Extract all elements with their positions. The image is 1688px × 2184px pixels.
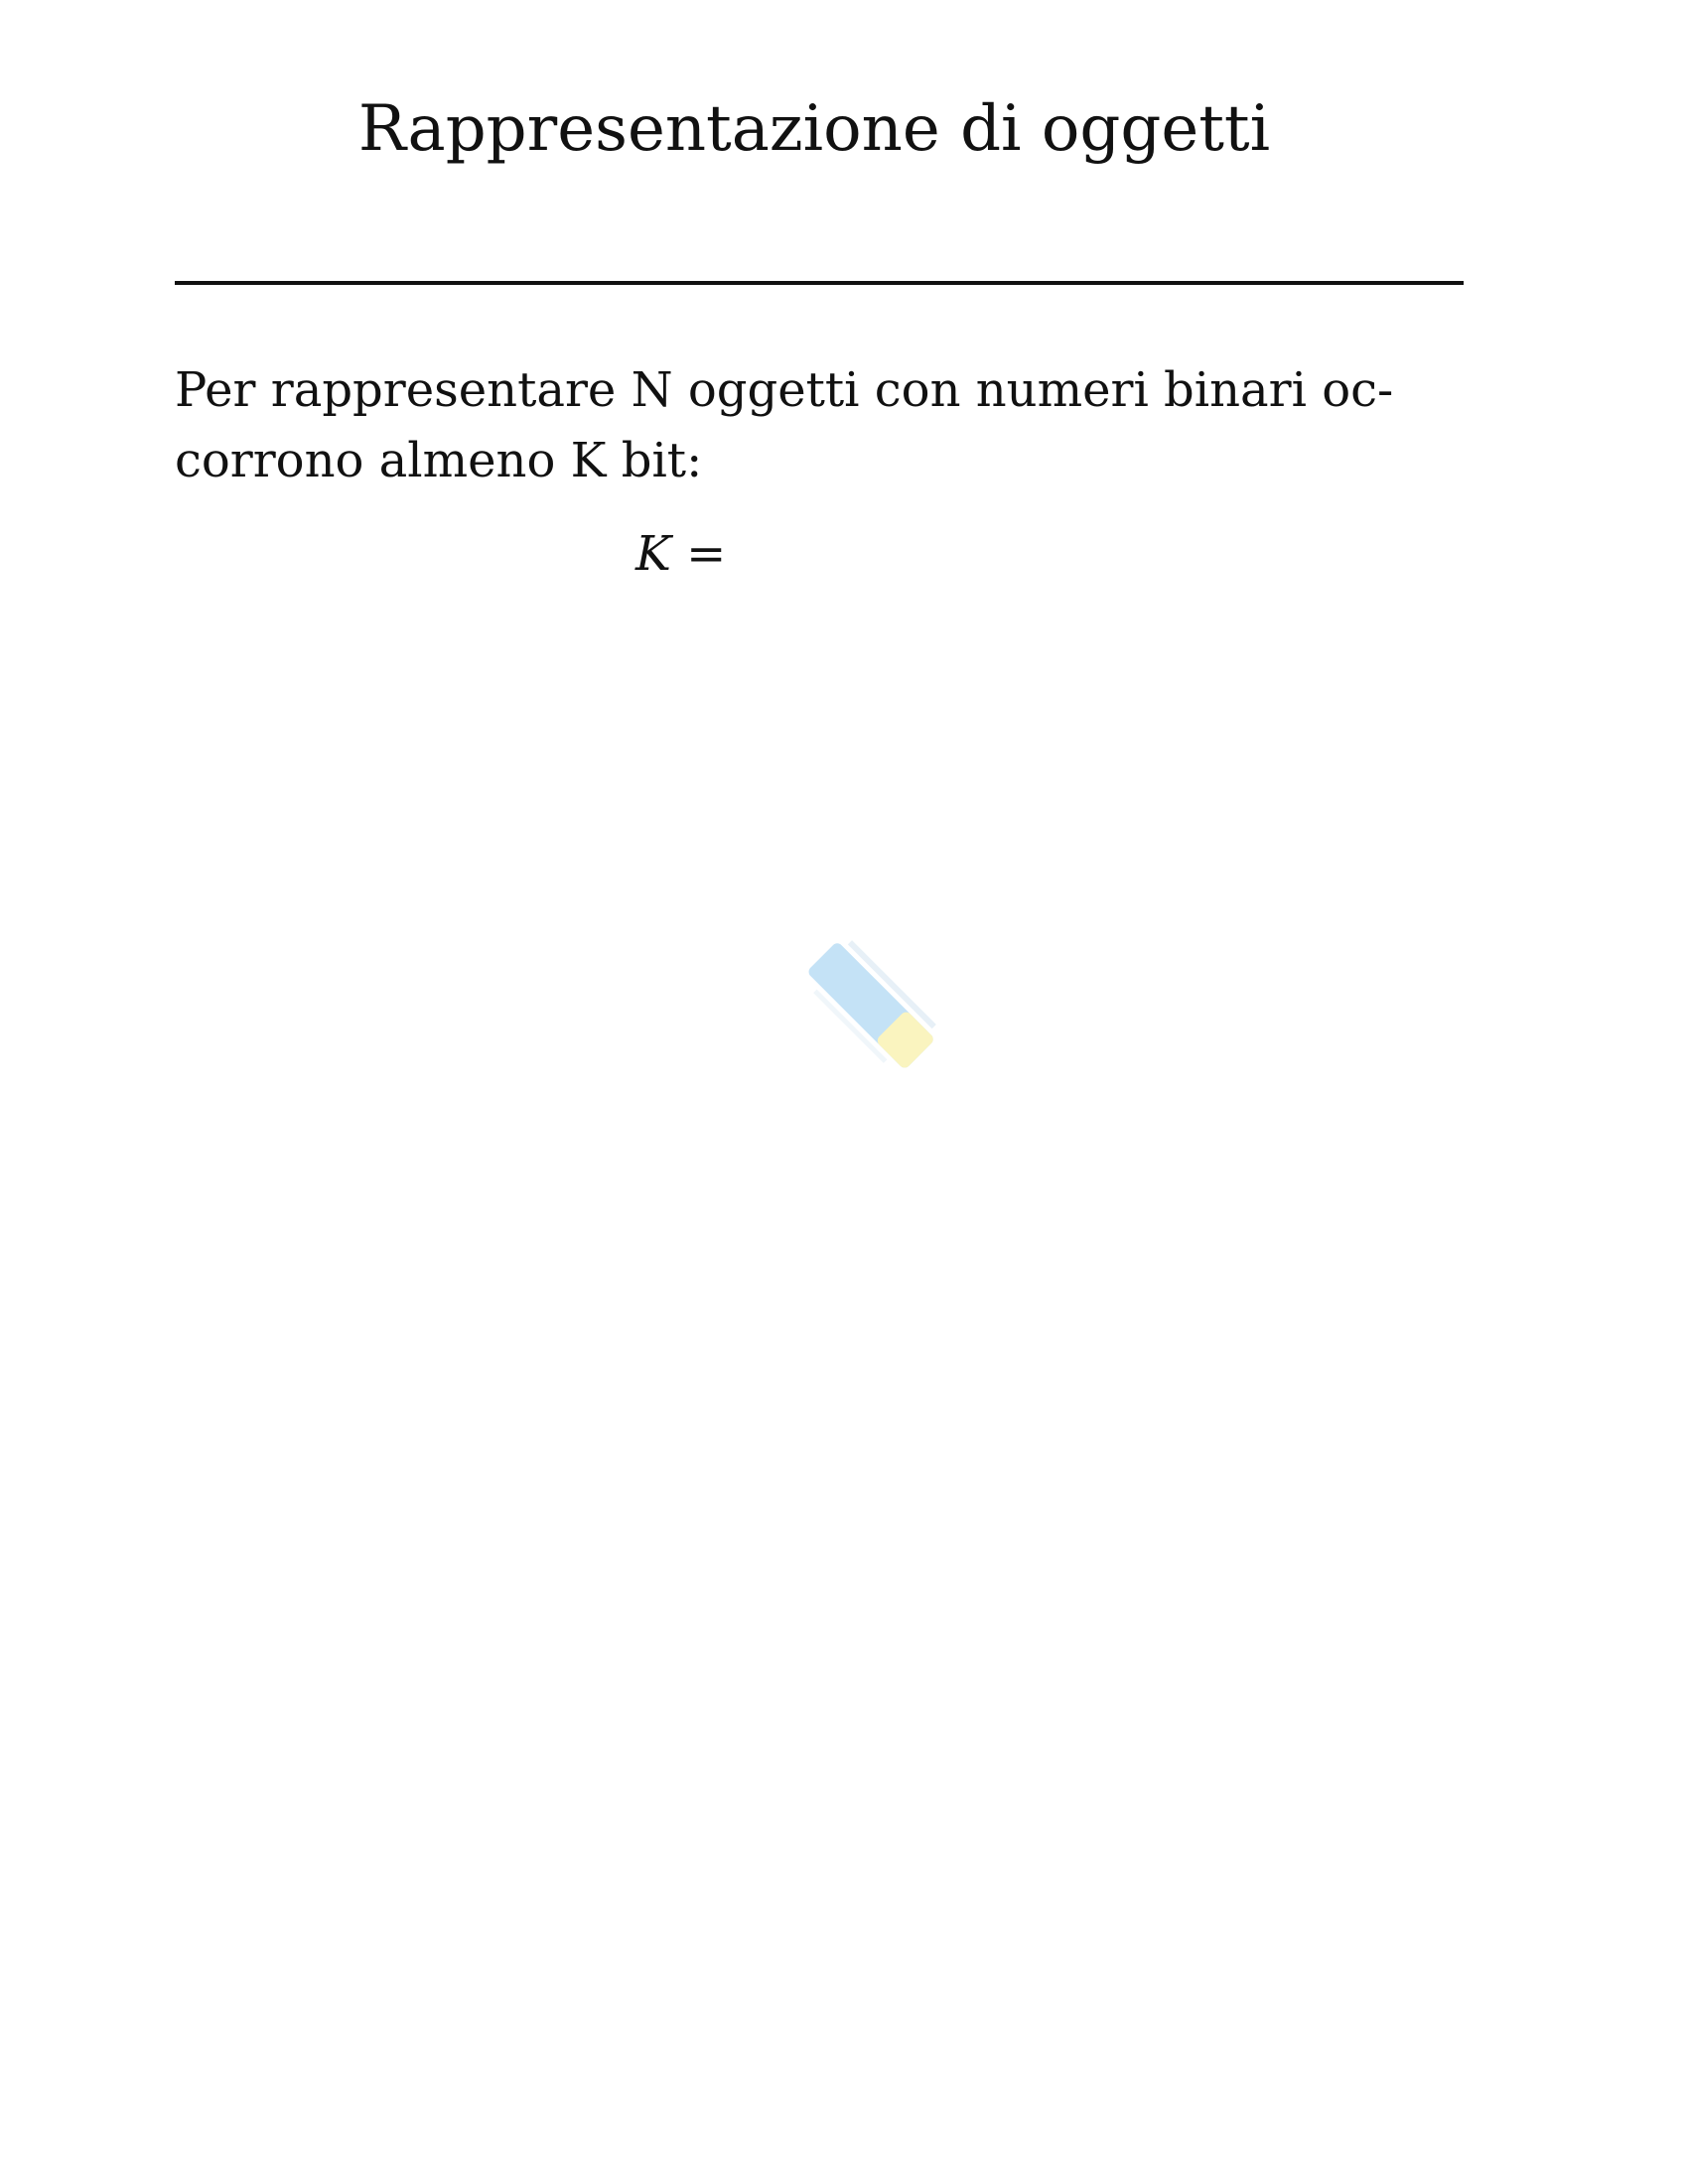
watermark-logo (779, 918, 958, 1097)
formula-variable: K (635, 526, 671, 582)
formula-equals-sign: = (686, 526, 727, 582)
watermark-icon (779, 918, 958, 1097)
body-paragraph (175, 355, 1464, 496)
paragraph-line-1: Per rappresentare N oggetti con numeri binari oc- (175, 362, 1394, 418)
paragraph-line-2: corrono almeno K bit: (175, 433, 703, 488)
page-title: Rappresentazione di oggetti (357, 92, 1271, 166)
formula (635, 526, 726, 584)
title-divider (175, 281, 1464, 285)
